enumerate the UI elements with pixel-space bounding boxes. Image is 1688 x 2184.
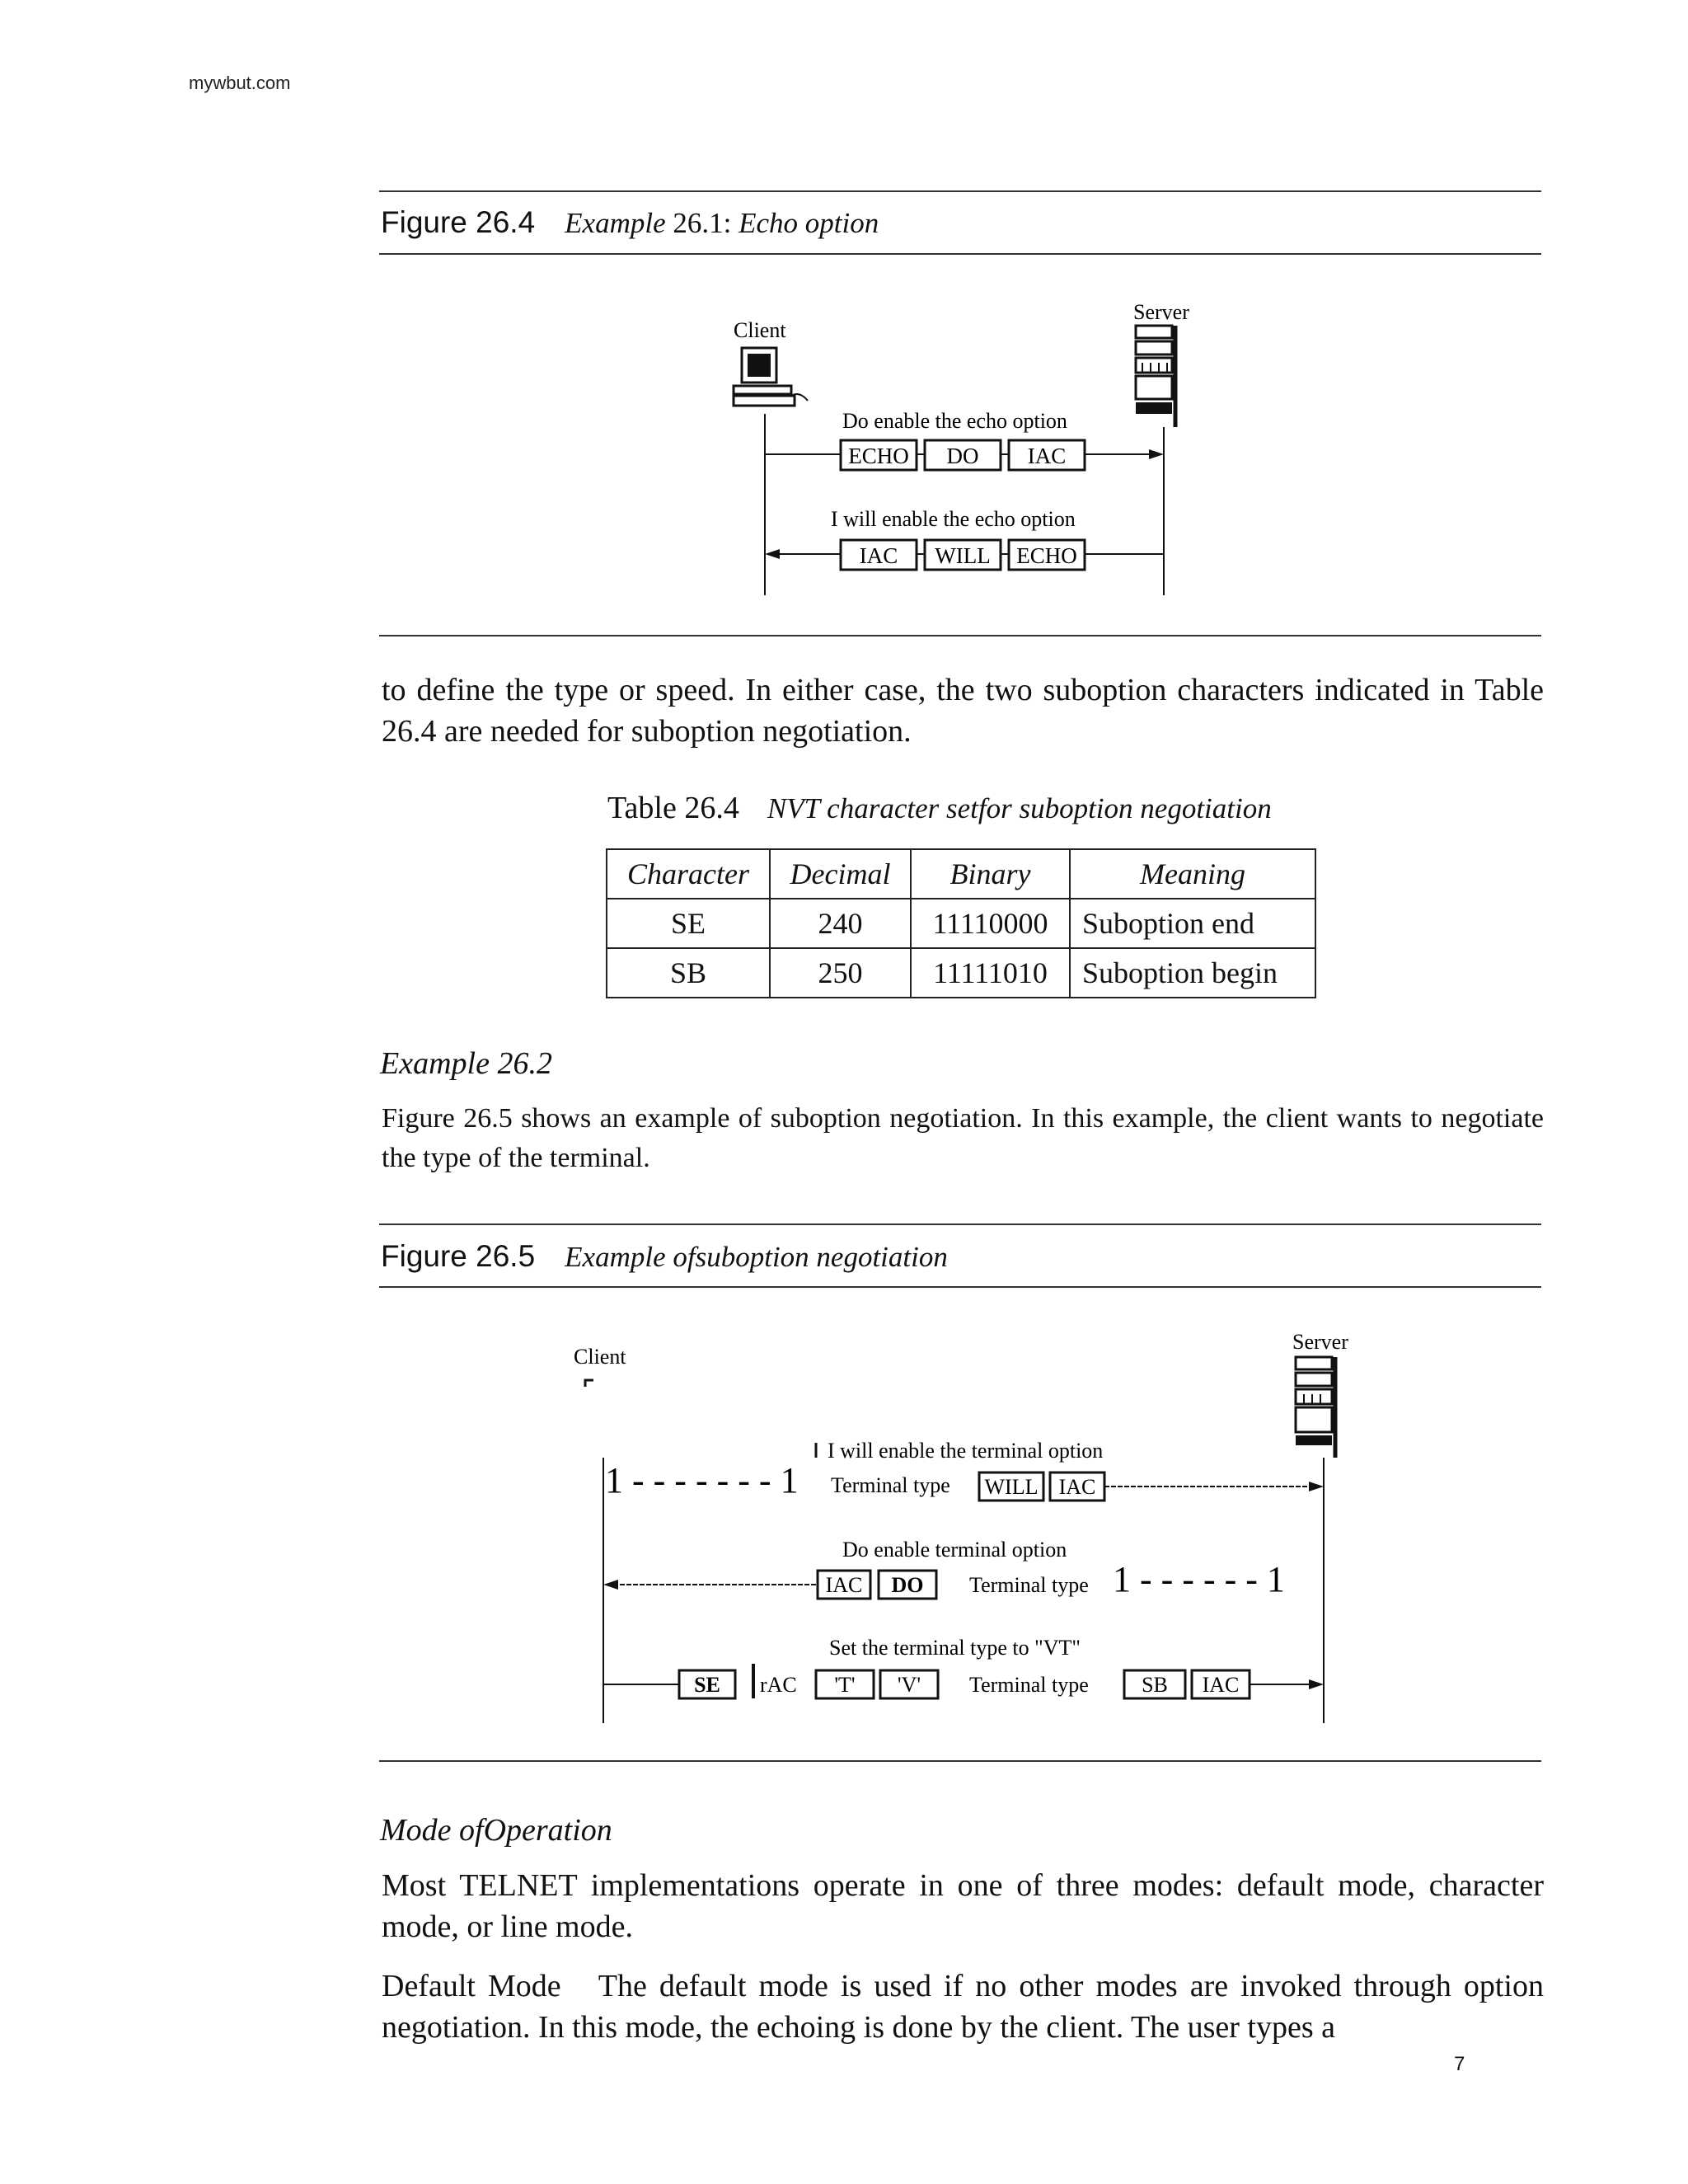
arrow-right-icon (1309, 1482, 1324, 1491)
terminal-type-label: Terminal type (969, 1573, 1089, 1597)
table-cell: 240 (770, 899, 911, 948)
figure-caption-rule (379, 253, 1541, 255)
server-label: Server (1133, 300, 1189, 324)
body-paragraph: to define the type or speed. In either case, the two suboption characters indicated in Table 26.4 are needed for suboption negotiation. (382, 673, 1544, 749)
client-label: Client (574, 1345, 626, 1369)
box-label: DO (946, 444, 979, 468)
table-row (607, 948, 1315, 998)
client-computer-icon (585, 1380, 593, 1387)
server-icon (1136, 326, 1175, 427)
table-title: NVT character setfor suboption negotiation (767, 792, 1272, 824)
figure-caption-rule (379, 1286, 1541, 1288)
paragraph-lead: Default Mode (382, 1969, 561, 2003)
figure-caption (381, 1238, 948, 1275)
box-label: WILL (984, 1475, 1039, 1499)
suboption-negotiation-diagram (569, 1319, 1376, 1731)
box-label: IAC (1058, 1475, 1096, 1499)
arrow-right-icon (1309, 1679, 1324, 1689)
box-label: ECHO (848, 444, 909, 468)
client-computer-icon (734, 348, 808, 406)
table-header: Meaning (1070, 849, 1315, 899)
table-number: Table 26.4 (607, 791, 739, 825)
box-label: DO (891, 1573, 924, 1597)
table-cell: 11111010 (911, 948, 1070, 998)
terminal-type-label: Terminal type (969, 1673, 1089, 1697)
figure-title: Example 26.1: Echo option (565, 207, 879, 239)
box-label: IAC (1027, 444, 1067, 468)
figure-number: Figure 26.4 (381, 205, 536, 239)
figure-caption (381, 204, 879, 241)
box-label: IAC (859, 543, 898, 568)
table-cell: Suboption begin (1070, 948, 1315, 998)
table-header-row (607, 849, 1315, 899)
message-boxes (841, 540, 1085, 570)
message-label: Do enable terminal option (842, 1538, 1067, 1562)
arrow-right-icon (1149, 449, 1164, 459)
box-label: IAC (825, 1573, 863, 1597)
terminal-type-label: Terminal type (831, 1473, 950, 1497)
message-label: I will enable the terminal option (828, 1439, 1104, 1463)
echo-option-diagram (709, 289, 1220, 602)
message-boxes (841, 440, 1085, 470)
terminal-type-field: 1 - - - - - - 1 (1113, 1559, 1285, 1599)
box-label: IAC (1202, 1673, 1240, 1697)
server-icon (1296, 1357, 1335, 1458)
message-label: I will enable the echo option (831, 507, 1076, 531)
body-paragraph: Figure 26.5 shows an example of suboption negotiation. In this example, the client wants to negotiate the type of the terminal. (382, 1103, 1544, 1173)
site-label: mywbut.com (189, 73, 291, 93)
table-cell: 11110000 (911, 899, 1070, 948)
table-cell: SB (607, 948, 770, 998)
example-heading: Example 26.2 (380, 1046, 552, 1081)
table-cell: Suboption end (1070, 899, 1315, 948)
box-label: rAC (760, 1673, 797, 1697)
server-label: Server (1292, 1330, 1348, 1354)
table-header: Character (607, 849, 770, 899)
arrow-left-icon (603, 1580, 618, 1590)
message-label: Set the terminal type to "VT" (829, 1636, 1081, 1660)
box-label: WILL (935, 543, 991, 568)
figure-bottom-rule (379, 635, 1541, 636)
box-label: 'V' (897, 1673, 921, 1697)
table-header: Binary (911, 849, 1070, 899)
table-cell: 250 (770, 948, 911, 998)
figure-top-rule (379, 190, 1541, 192)
paragraph-text: The default mode is used if no other modes are invoked through option negotiation. In this mode, the echoing is done by the client. The user types a (382, 1969, 1544, 2045)
box-label: ECHO (1016, 543, 1077, 568)
body-paragraph (382, 1966, 1544, 2048)
page-number: 7 (1454, 2053, 1465, 2075)
suboption-table (606, 848, 1316, 998)
body-paragraph: Most TELNET implementations operate in one of three modes: default mode, character mode, or line mode. (382, 1868, 1544, 1944)
box-label: SE (694, 1673, 720, 1697)
client-label: Client (734, 318, 786, 342)
table-header: Decimal (770, 849, 911, 899)
message-label: Do enable the echo option (842, 409, 1067, 433)
table-row (607, 899, 1315, 948)
section-heading: Mode ofOperation (380, 1813, 612, 1848)
figure-top-rule (379, 1224, 1541, 1225)
figure-bottom-rule (379, 1760, 1541, 1762)
table-caption (607, 790, 1272, 826)
box-label: 'T' (834, 1673, 856, 1697)
terminal-type-field: 1 - - - - - - - 1 (605, 1460, 799, 1501)
arrow-left-icon (765, 549, 780, 559)
table-cell: SE (607, 899, 770, 948)
box-label: SB (1142, 1673, 1168, 1697)
figure-title: Example ofsuboption negotiation (565, 1241, 948, 1273)
figure-number: Figure 26.5 (381, 1239, 536, 1273)
